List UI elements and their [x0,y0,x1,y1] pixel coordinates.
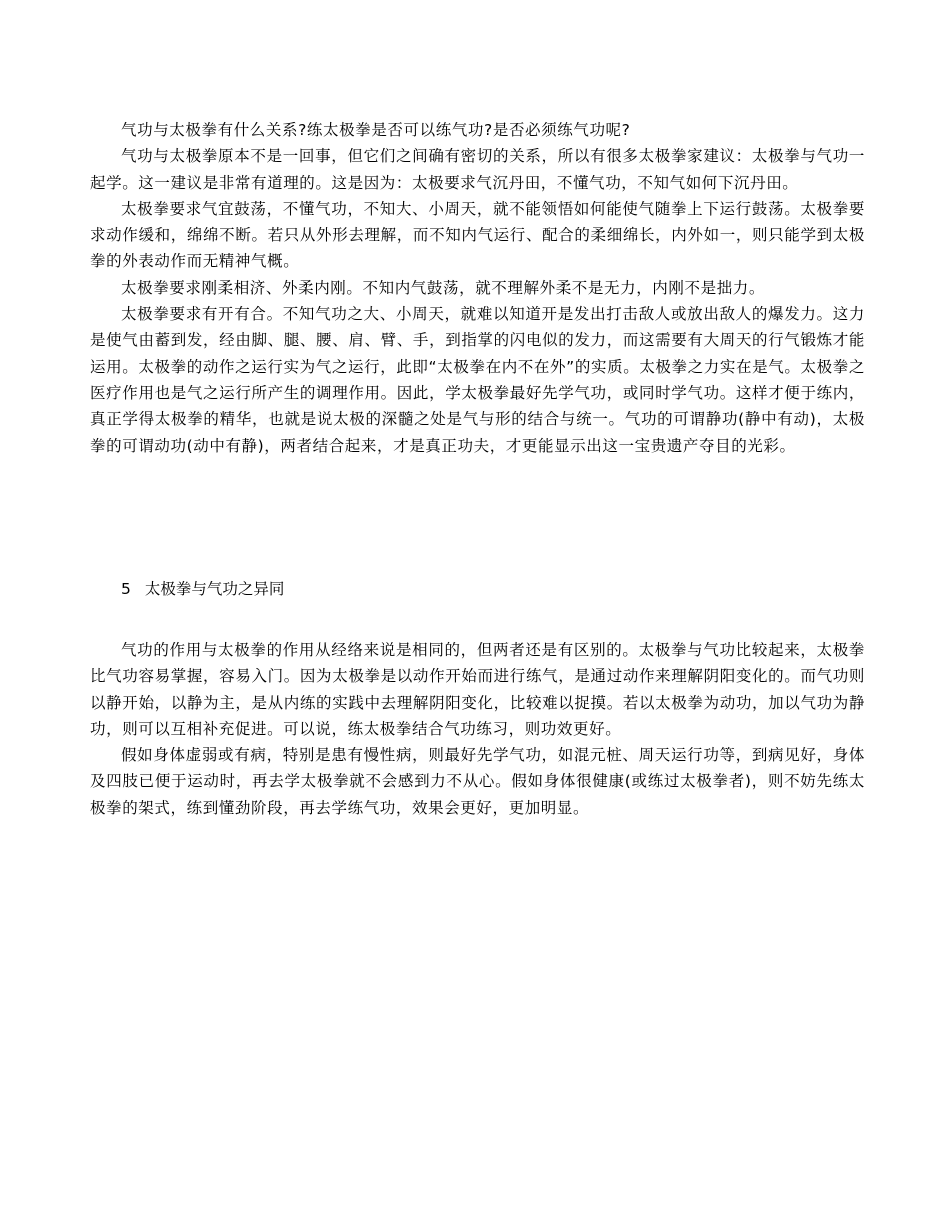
section-title: 太极拳与气功之异同 [144,580,285,598]
section-qigong-taiji-relationship [90,117,865,459]
section-similarities-differences [90,637,865,821]
body-paragraph: 太极拳要求刚柔相济、外柔内刚。不知内气鼓荡，就不理解外柔不是无力，内刚不是拙力。 [121,278,766,297]
question-paragraph: 气功与太极拳有什么关系?练太极拳是否可以练气功?是否必须练气功呢? [121,121,631,139]
body-paragraph: 气功的作用与太极拳的作用从经络来说是相同的，但两者还是有区别的。太极拳与气功比较起来，太极拳比气功容易掌握，容易入门。因为太极拳是以动作开始而进行练气，是通过动作来理解阴阳变化的。而气功则以静开始，以静为主，是从内练的实践中去理解阴阳变化，比较难以捉摸。若以太极拳为动功，加以气功为静功，则可以互相补充促进。可以说，练太极拳结合气功练习，则功效更好。 [90,641,865,738]
section-number: 5 [121,580,131,598]
body-paragraph: 气功与太极拳原本不是一回事，但它们之间确有密切的关系，所以有很多太极拳家建议：太极拳与气功一起学。这一建议是非常有道理的。这是因为：太极要求气沉丹田，不懂气功，不知气如何下沉丹田。 [90,147,865,192]
body-paragraph: 太极拳要求气宜鼓荡，不懂气功，不知大、小周天，就不能领悟如何能使气随拳上下运行鼓荡。太极拳要求动作缓和，绵绵不断。若只从外形去理解，而不知内气运行、配合的柔细绵长，内外如一，则只能学到太极拳的外表动作而无精神气概。 [90,199,865,271]
body-paragraph: 太极拳要求有开有合。不知气功之大、小周天，就难以知道开是发出打击敌人或放出敌人的爆发力。这力是使气由蓄到发，经由脚、腿、腰、肩、臂、手，到指掌的闪电似的发力，而这需要有大周天的行气锻炼才能运用。太极拳的动作之运行实为气之运行，此即“太极拳在内不在外”的实质。太极拳之力实在是气。太极拳之医疗作用也是气之运行所产生的调理作用。因此，学太极拳最好先学气功，或同时学气功。这样才便于练内，真正学得太极拳的精华，也就是说太极的深髓之处是气与形的结合与统一。气功的可谓静功(静中有动)，太极拳的可谓动功(动中有静)，两者结合起来，才是真正功夫，才更能显示出这一宝贵遗产夺目的光彩。 [90,305,865,455]
body-paragraph: 假如身体虚弱或有病，特别是患有慢性病，则最好先学气功，如混元桩、周天运行功等，到病见好，身体及四肢已便于运动时，再去学太极拳就不会感到力不从心。假如身体很健康(或练过太极拳者)，则不妨先练太极拳的架式，练到懂劲阶段，再去学练气功，效果会更好，更加明显。 [90,746,865,817]
